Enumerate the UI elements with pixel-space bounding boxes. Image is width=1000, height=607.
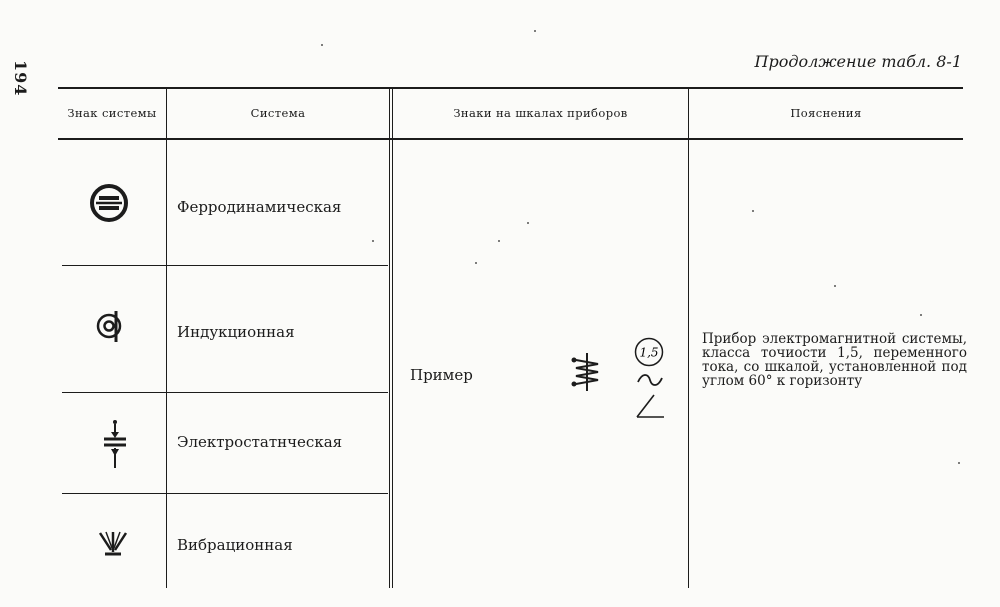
system-name-ferrodynamic: Ферродинамическая: [177, 198, 342, 216]
scan-speck: [498, 240, 500, 242]
column-divider-1: [166, 88, 167, 588]
alternating-current-icon: [636, 372, 664, 388]
example-label: Пример: [410, 366, 473, 384]
column-divider-2a: [389, 88, 390, 588]
table-header-rule: [58, 138, 963, 140]
scan-speck: [321, 44, 323, 46]
scan-speck: [475, 262, 477, 264]
column-header-symbol: Знак системы: [67, 106, 157, 120]
column-header-system: Система: [250, 106, 306, 120]
row-divider-1: [62, 265, 388, 266]
scan-speck: [920, 314, 922, 316]
column-divider-2b: [392, 88, 393, 588]
column-header-explanations: Пояснения: [790, 106, 862, 120]
electrostatic-symbol-icon: [100, 416, 130, 472]
scan-speck: [958, 462, 960, 464]
scan-speck: [752, 210, 754, 212]
ferrodynamic-symbol-icon: [88, 182, 130, 224]
scan-speck: [372, 240, 374, 242]
accuracy-class-value: 1,5: [639, 345, 659, 360]
system-name-induction: Индукционная: [177, 323, 295, 341]
row-divider-2: [62, 392, 388, 393]
page-number: 194: [11, 60, 30, 97]
column-header-scale-marks: Знаки на шкалах приборов: [453, 106, 628, 120]
scan-speck: [534, 30, 536, 32]
table-continuation-caption: Продолжение табл. 8-1: [754, 52, 962, 71]
vibration-symbol-icon: [96, 528, 130, 560]
scan-speck: [527, 222, 529, 224]
scale-60-degree-icon: [634, 392, 668, 422]
explanation-text: Прибор электромагнитной системы, класса точиости 1,5, переменного тока, со шкалой, установленной под углом 60° к горизонту: [702, 331, 967, 389]
system-name-vibration: Вибрационная: [177, 536, 293, 554]
electromagnetic-system-icon: [570, 350, 604, 394]
accuracy-class-circle: [633, 336, 665, 368]
column-divider-3: [688, 88, 689, 588]
system-name-electrostatic: Электростатнческая: [177, 433, 343, 451]
row-divider-3: [62, 493, 388, 494]
induction-symbol-icon: [94, 306, 128, 346]
table-top-rule: [58, 87, 963, 89]
scan-speck: [834, 285, 836, 287]
